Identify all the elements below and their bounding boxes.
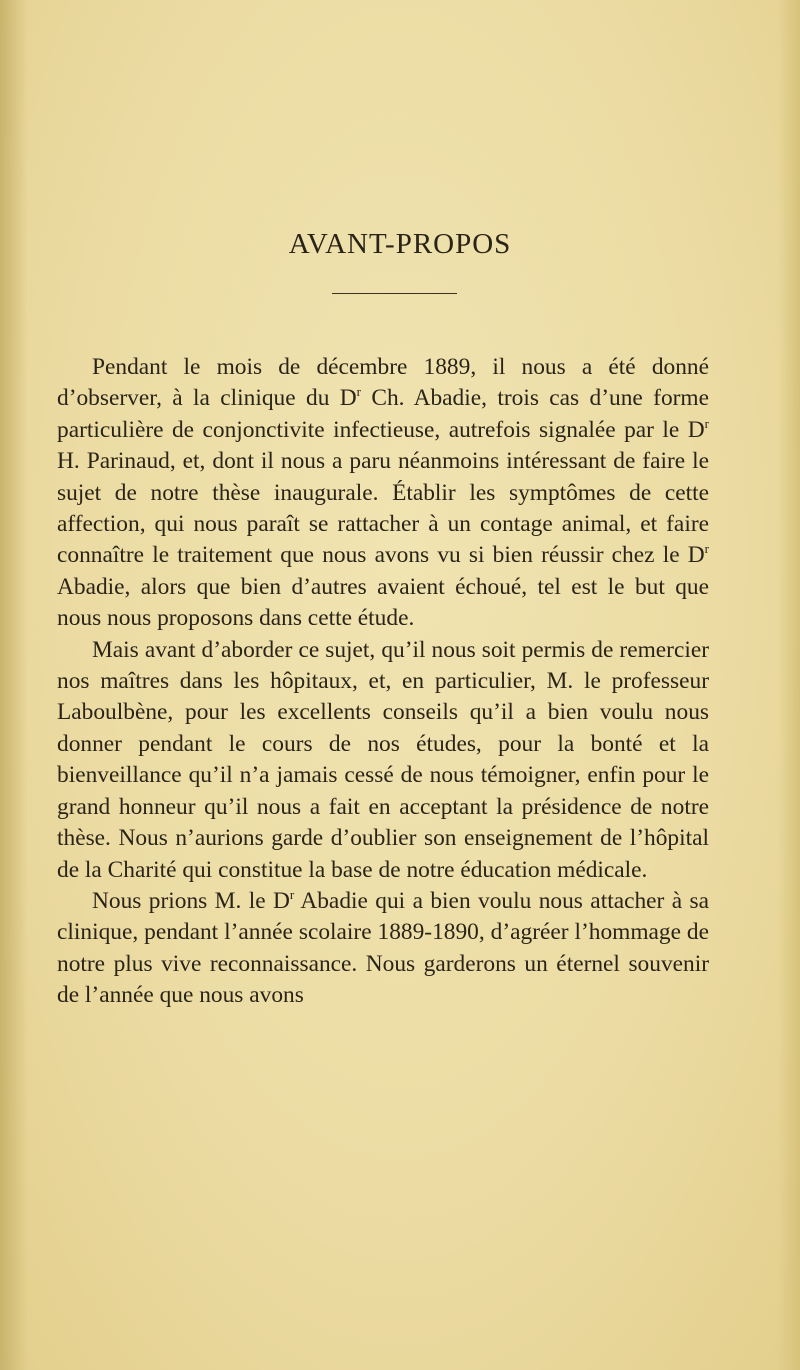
text-run: Ch. Abadie, trois cas d’une forme particulière de conjonctivite infectieuse, autrefois signalée par le D — [57, 385, 710, 443]
text-run: Abadie, alors que bien d’autres avaient échoué, tel est le but que nous nous proposons dans cette étude. — [57, 573, 709, 632]
page-edge-right — [778, 0, 800, 1370]
paragraph — [57, 352, 709, 635]
text-run: Nous prions M. le D — [92, 887, 290, 914]
title-rule — [332, 293, 457, 294]
superscript: r — [289, 887, 295, 903]
superscript: r — [356, 384, 361, 400]
paragraph — [57, 886, 709, 1012]
text-run: Pendant le mois de décembre 1889, il nous a été donné d’observer, à la clinique du D — [57, 354, 709, 412]
superscript: r — [704, 541, 709, 557]
page-edge-left — [0, 0, 28, 1370]
text-run: Abadie qui a bien voulu nous attacher à sa clinique, pendant l’année scolaire 1889-1890, d’agréer l’hommage de notre plus vive reconnaissance. Nous garderons un éternel souvenir de l’année que nous avons — [57, 887, 709, 1009]
paragraph — [57, 635, 709, 886]
page-title: AVANT-PROPOS — [288, 228, 512, 260]
body-text — [57, 352, 709, 1012]
superscript: r — [704, 416, 709, 432]
text-run: Mais avant d’aborder ce sujet, qu’il nous soit permis de remercier nos maîtres dans les hôpitaux, et, en particulier, M. le professeur Laboulbène, pour les excellents conseils qu’il a bien voulu nous donner pendant le cours de nos études, pour la bonté et la bienveillance qu’il n’a jamais cessé de nous témoigner, enfin pour le grand honneur qu’il nous a fait en acceptant la présidence de notre thèse. Nous n’aurions garde d’oublier son enseignement de l’hôpital de la Charité qui constitue la base de notre éducation médicale. — [57, 636, 709, 883]
text-run: H. Parinaud, et, dont il nous a paru néanmoins intéressant de faire le sujet de notre thèse inaugurale. Établir les symptômes de cette affection, qui nous paraît se rattacher à un contage animal, et faire connaître le traitement que nous avons vu si bien réussir chez le D — [57, 448, 709, 569]
